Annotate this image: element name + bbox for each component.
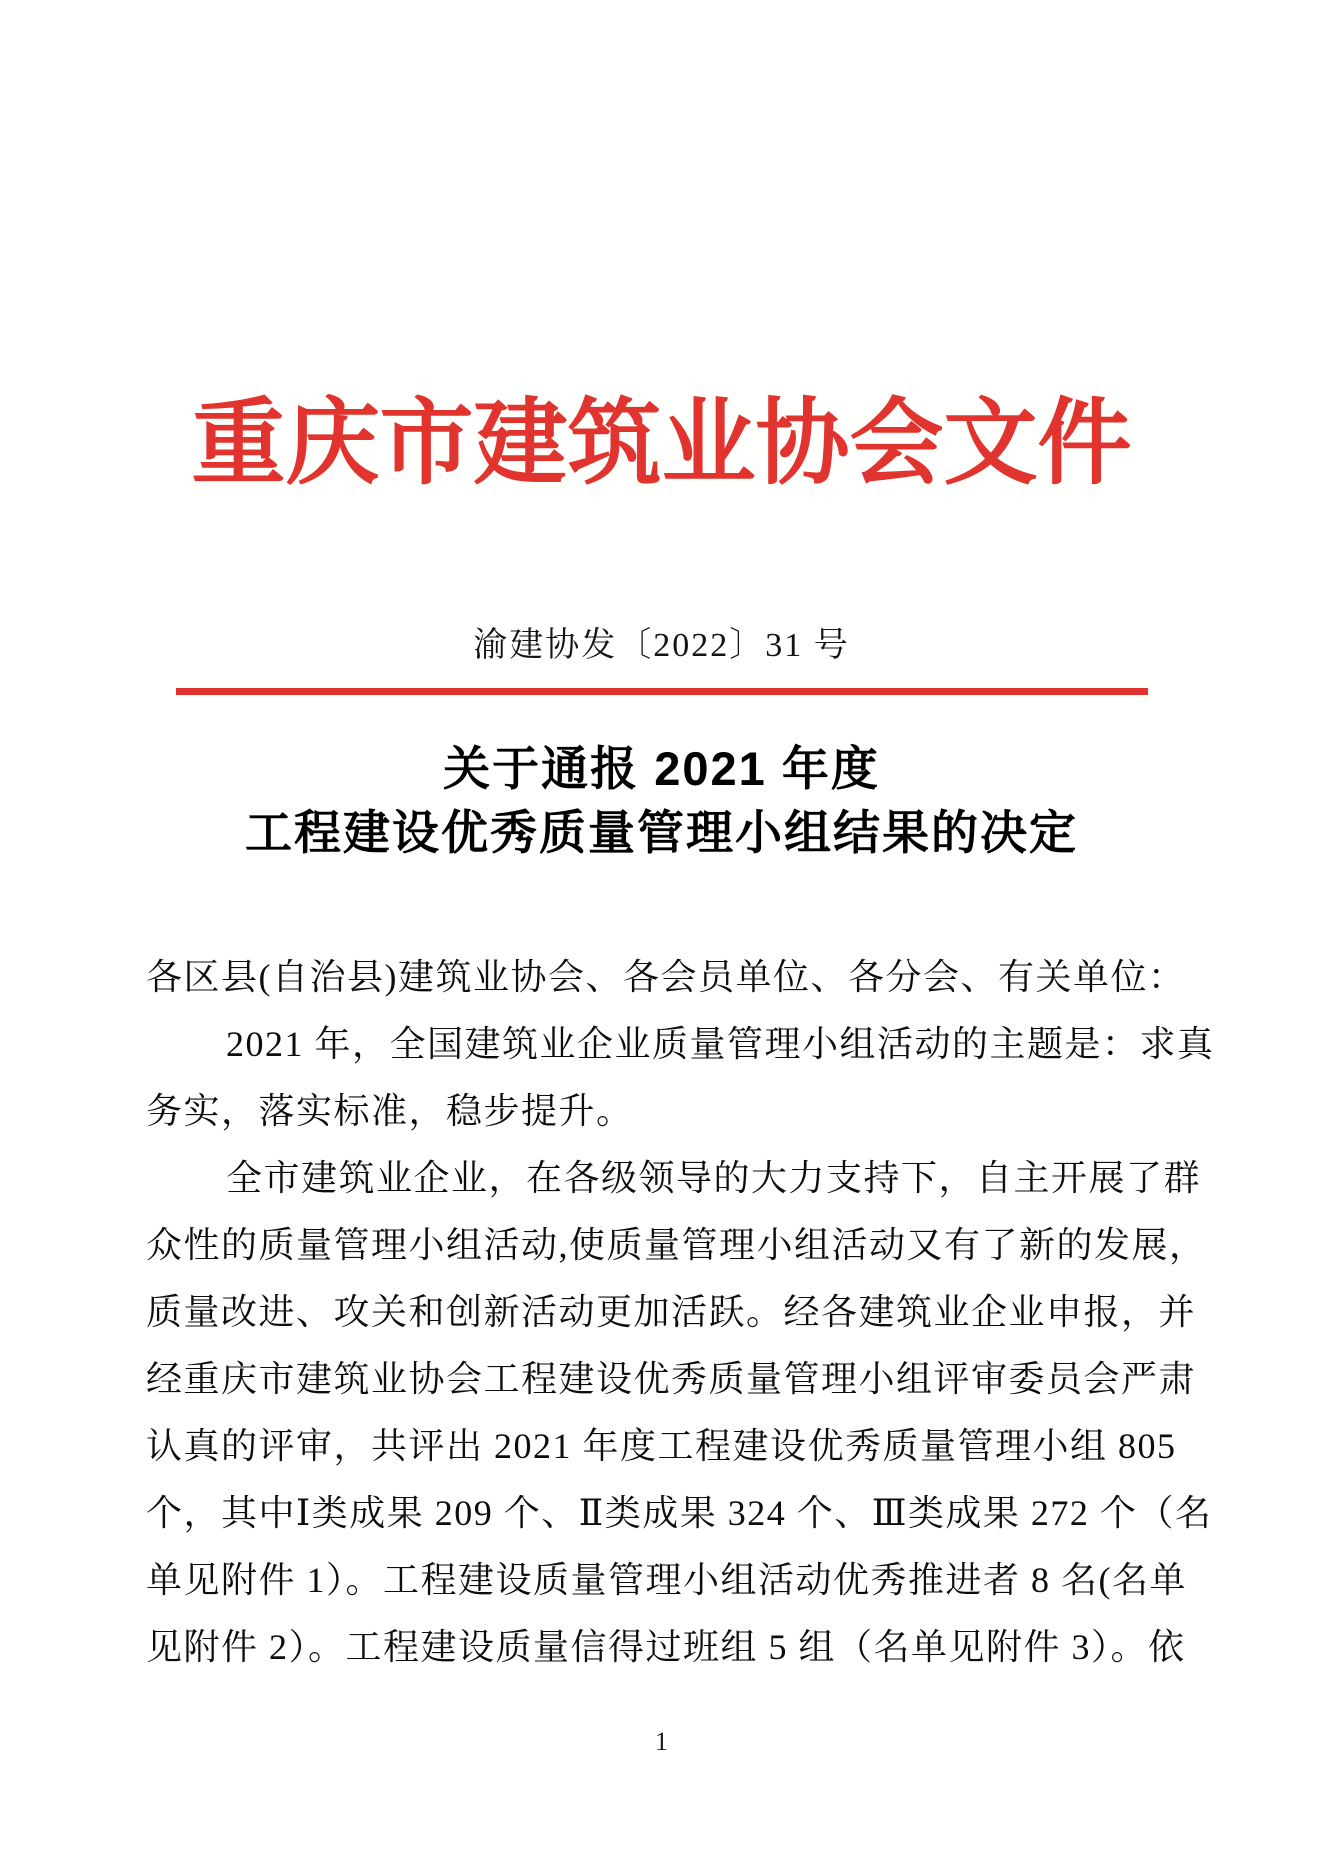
body-line: 质量改进、攻关和创新活动更加活跃。经各建筑业企业申报，并	[146, 1292, 1197, 1332]
body-line: 2021 年，全国建筑业企业质量管理小组活动的主题是：求真	[226, 1024, 1215, 1064]
document-number: 渝建协发〔2022〕31 号	[473, 627, 850, 664]
body-line: 见附件 2）。工程建设质量信得过班组 5 组（名单见附件 3）。依	[146, 1627, 1186, 1667]
body-line-salutation: 各区县(自治县)建筑业协会、各会员单位、各分会、有关单位：	[146, 957, 1186, 997]
body-line: 务实，落实标准，稳步提升。	[146, 1091, 634, 1131]
body-line: 经重庆市建筑业协会工程建设优秀质量管理小组评审委员会严肃	[146, 1359, 1197, 1399]
page-number: 1	[655, 1727, 668, 1756]
letterhead-title: 重庆市建筑业协会文件	[191, 392, 1132, 496]
body-line: 单见附件 1）。工程建设质量管理小组活动优秀推进者 8 名(名单	[146, 1560, 1187, 1600]
document-title	[0, 737, 1323, 865]
document-title-line2: 工程建设优秀质量管理小组结果的决定	[245, 806, 1078, 859]
body-line: 全市建筑业企业，在各级领导的大力支持下，自主开展了群	[226, 1158, 1202, 1198]
document-body	[146, 944, 1215, 1681]
body-line: 众性的质量管理小组活动,使质量管理小组活动又有了新的发展，	[146, 1225, 1207, 1265]
document-title-line1: 关于通报 2021 年度	[443, 742, 880, 795]
red-divider-rule	[176, 688, 1148, 695]
body-line: 个，其中Ⅰ类成果 209 个、Ⅱ类成果 324 个、Ⅲ类成果 272 个（名	[146, 1493, 1213, 1533]
body-line: 认真的评审，共评出 2021 年度工程建设优秀质量管理小组 805	[146, 1426, 1177, 1466]
